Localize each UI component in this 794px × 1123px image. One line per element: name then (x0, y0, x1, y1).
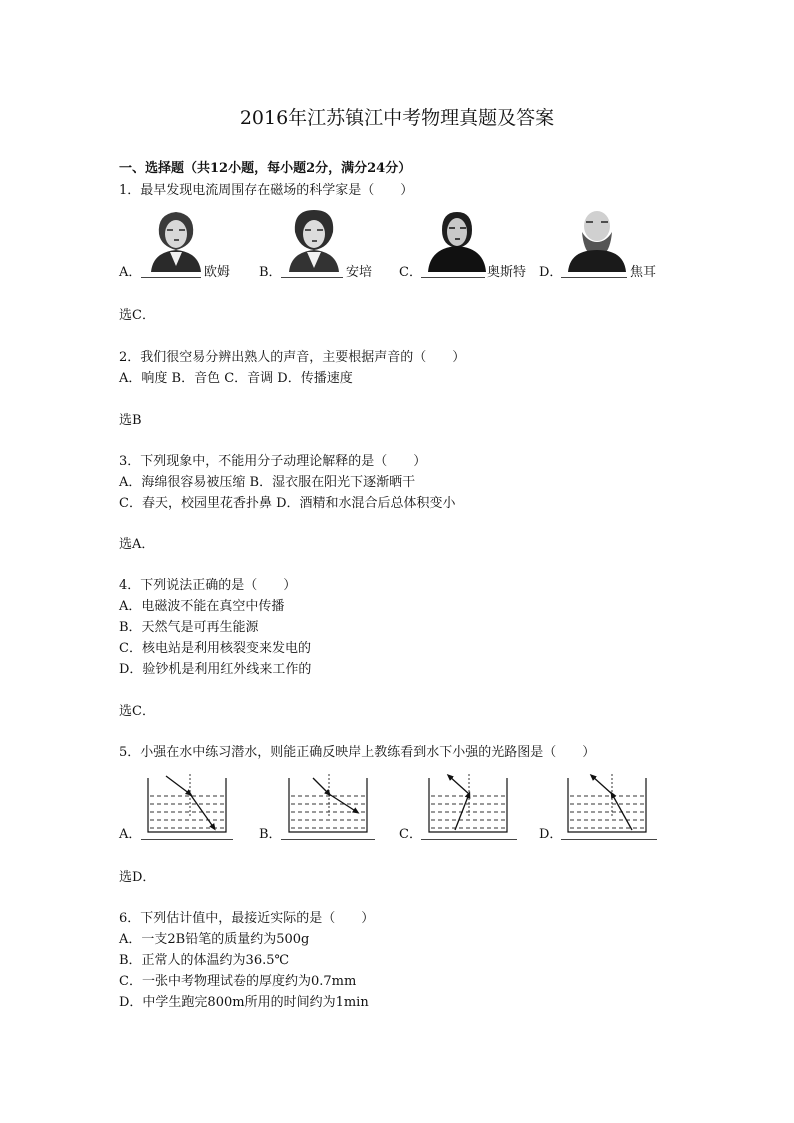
option-b-name: 安培 (346, 265, 373, 280)
question-6-option-a: A．一支2B铅笔的质量约为500g (119, 932, 310, 947)
question-6-option-d: D．中学生跑完800m所用的时间约为1min (119, 995, 369, 1010)
answer-3: 选A． (119, 537, 155, 552)
option-b-light-path-diagram (283, 772, 373, 834)
question-3-stem: 3．下列现象中，不能用分子动理论解释的是（ ） (119, 454, 427, 469)
ampere-portrait-image (283, 206, 345, 272)
question-1-stem: 1．最早发现电流周围存在磁场的科学家是（ ） (119, 183, 414, 198)
option-a-underline (141, 277, 201, 278)
joule-portrait-image (566, 206, 628, 272)
question-2-stem: 2．我们很空易分辨出熟人的声音，主要根据声音的（ ） (119, 350, 466, 365)
option-d-light-path-diagram (562, 772, 652, 834)
option-a-name: 欧姆 (204, 265, 231, 280)
question-6-option-c: C．一张中考物理试卷的厚度约为0.7mm (119, 974, 357, 989)
q5-option-b-letter: B． (259, 827, 282, 842)
page-title: 2016年江苏镇江中考物理真题及答案 (239, 107, 555, 129)
question-5-stem: 5．小强在水中练习潜水，则能正确反映岸上教练看到水下小强的光路图是（ ） (119, 745, 596, 760)
question-4-stem: 4．下列说法正确的是（ ） (119, 578, 297, 593)
question-4-option-b: B．天然气是可再生能源 (119, 620, 259, 635)
option-a-letter: A． (119, 265, 142, 280)
question-4-option-c: C．核电站是利用核裂变来发电的 (119, 641, 311, 656)
option-b-letter: B． (259, 265, 282, 280)
answer-2: 选B (119, 413, 142, 428)
q5-option-c-letter: C． (399, 827, 422, 842)
q5-option-b-underline (281, 839, 375, 840)
q5-option-a-letter: A． (119, 827, 142, 842)
option-c-underline (421, 277, 485, 278)
q5-option-a-underline (141, 839, 233, 840)
option-d-letter: D． (539, 265, 563, 280)
question-6-stem: 6．下列估计值中，最接近实际的是（ ） (119, 911, 375, 926)
question-2-options: A．响度 B．音色 C．音调 D．传播速度 (119, 371, 353, 386)
question-3-options-line-2: C．春天，校园里花香扑鼻 D．酒精和水混合后总体积变小 (119, 496, 456, 511)
answer-4: 选C． (119, 704, 155, 719)
answer-5: 选D． (119, 870, 156, 885)
q5-option-d-letter: D． (539, 827, 563, 842)
oersted-portrait-image (426, 206, 488, 272)
question-3-options-line-1: A．海绵很容易被压缩 B．湿衣服在阳光下逐渐晒干 (119, 475, 416, 490)
ohm-portrait-image (145, 206, 207, 272)
option-b-underline (281, 277, 343, 278)
option-c-letter: C． (399, 265, 422, 280)
question-4-option-d: D．验钞机是利用红外线来工作的 (119, 662, 312, 677)
option-a-light-path-diagram (142, 772, 232, 834)
q5-option-d-underline (561, 839, 657, 840)
q5-option-c-underline (421, 839, 517, 840)
option-c-name: 奥斯特 (487, 265, 527, 280)
option-d-name: 焦耳 (630, 265, 657, 280)
question-6-option-b: B．正常人的体温约为36.5℃ (119, 953, 290, 968)
option-d-underline (561, 277, 627, 278)
section-heading: 一、选择题（共12小题，每小题2分，满分24分） (119, 161, 412, 176)
answer-1: 选C． (119, 308, 155, 323)
question-4-option-a: A．电磁波不能在真空中传播 (119, 599, 285, 614)
option-c-light-path-diagram (423, 772, 513, 834)
